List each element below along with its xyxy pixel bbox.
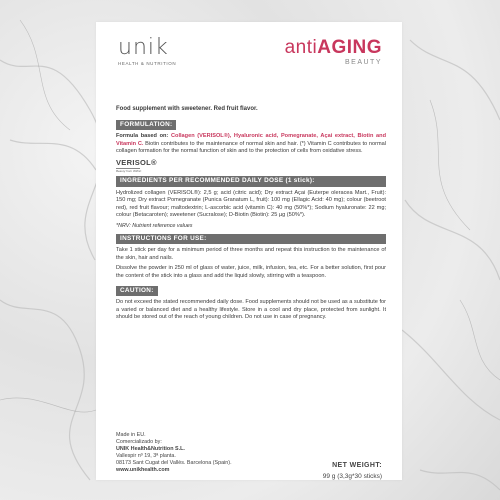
formulation-header: FORMULATION: [116,120,176,131]
net-weight [323,462,382,480]
verisol-logo [116,159,386,173]
formulation-text [116,133,386,156]
formulation-highlight-2: Biotin and Vitamin C. [116,133,386,147]
instructions-text-2: Dissolve the powder in 250 ml of glass of water, juice, milk, infusion, tea, etc. For a better solution, first pour the content of the stick into a glass and add the liquid slowly, stirring with a teaspoon. [116,265,386,279]
ingredients-header: INGREDIENTS PER RECOMMENDED DAILY DOSE (1 stick): [116,176,386,187]
instructions-text-1: Take 1 stick per day for a minimum period of three months and repeat this instruction to the maintenance of the skin, hair and nails. [116,247,386,261]
company-name: UNIK Health&Nutrition S.L. [116,446,185,452]
product-logo [285,38,382,66]
instructions-header: INSTRUCTIONS FOR USE: [116,234,386,245]
brand-name: unik [118,35,169,60]
nrv-note: *NRV: Nutrient reference values [116,222,193,229]
manufacturer-info [116,432,232,474]
made-in: Made in EU. [116,432,146,438]
marketed-by: Comercializado by: [116,439,162,445]
formulation-highlight-1: Collagen (VERISOL®), Hyaluronic acid, Pomegranate, Açai extract, [170,133,355,140]
product-title [285,38,382,58]
website: www.unikhealth.com [116,467,170,473]
ingredients-text: Hydrolized collagen (VERISOL®): 2,5 g; acid (citric acid); Dry extract Açai (Euterpe oleracea Mart., Fruit): 150 mg; Dry extract Pomegranate (Punica Granatum L, fruit): 100 mg (Ellagic Acid: 40 mg); colour (beetroot red), red fruit flavour; maltodextrin; L-ascorbic acid (vitamin C): 40 mg (50%*); Sodium hyaluronate: 22 mg; colour (Betacaroten); sweetener (Sucralose); D-Biotin (Biotin): 25 µg (50%*). [116,189,386,219]
product-title-bold: AGING [317,37,382,58]
brand-subtitle: HEALTH & NUTRITION [118,61,177,66]
formulation-rest: Biotin contributes to the maintenance of normal skin and hair. (*) Vitamin C contributes to normal collagen formation for the normal function of skin and to the protection of cells from oxidative stress. [116,140,386,155]
address-line-1: Vallespir nº 19, 3ª planta. [116,453,176,459]
verisol-tagline: Beauty from Within [116,168,142,173]
product-subtitle: BEAUTY [344,59,382,66]
net-weight-value: 99 g (3,3g*30 sticks) [322,473,382,480]
verisol-name: VERISOL® [116,157,157,167]
formulation-lead: Formula based on: [116,133,171,140]
intro-text: Food supplement with sweetener. Red fruit flavor. [116,106,258,112]
net-weight-label: NET WEIGHT: [332,462,382,469]
caution-header: CAUTION: [116,286,158,297]
product-label-card [96,22,402,480]
product-title-light: anti [284,37,318,58]
address-line-2: 08173 Sant Cugat del Vallès. Barcelona (Spain). [116,460,232,466]
label-content [116,106,386,325]
caution-text: Do not exceed the stated recommended daily dose. Food supplements should not be used as a substitute for a varied or balanced diet and a healthy lifestyle. Store in a cool and dry place, protected from sunlight. It should be stored out of the reach of young children. Do not use in case of pregnancy. [116,299,386,321]
brand-logo [118,36,176,66]
